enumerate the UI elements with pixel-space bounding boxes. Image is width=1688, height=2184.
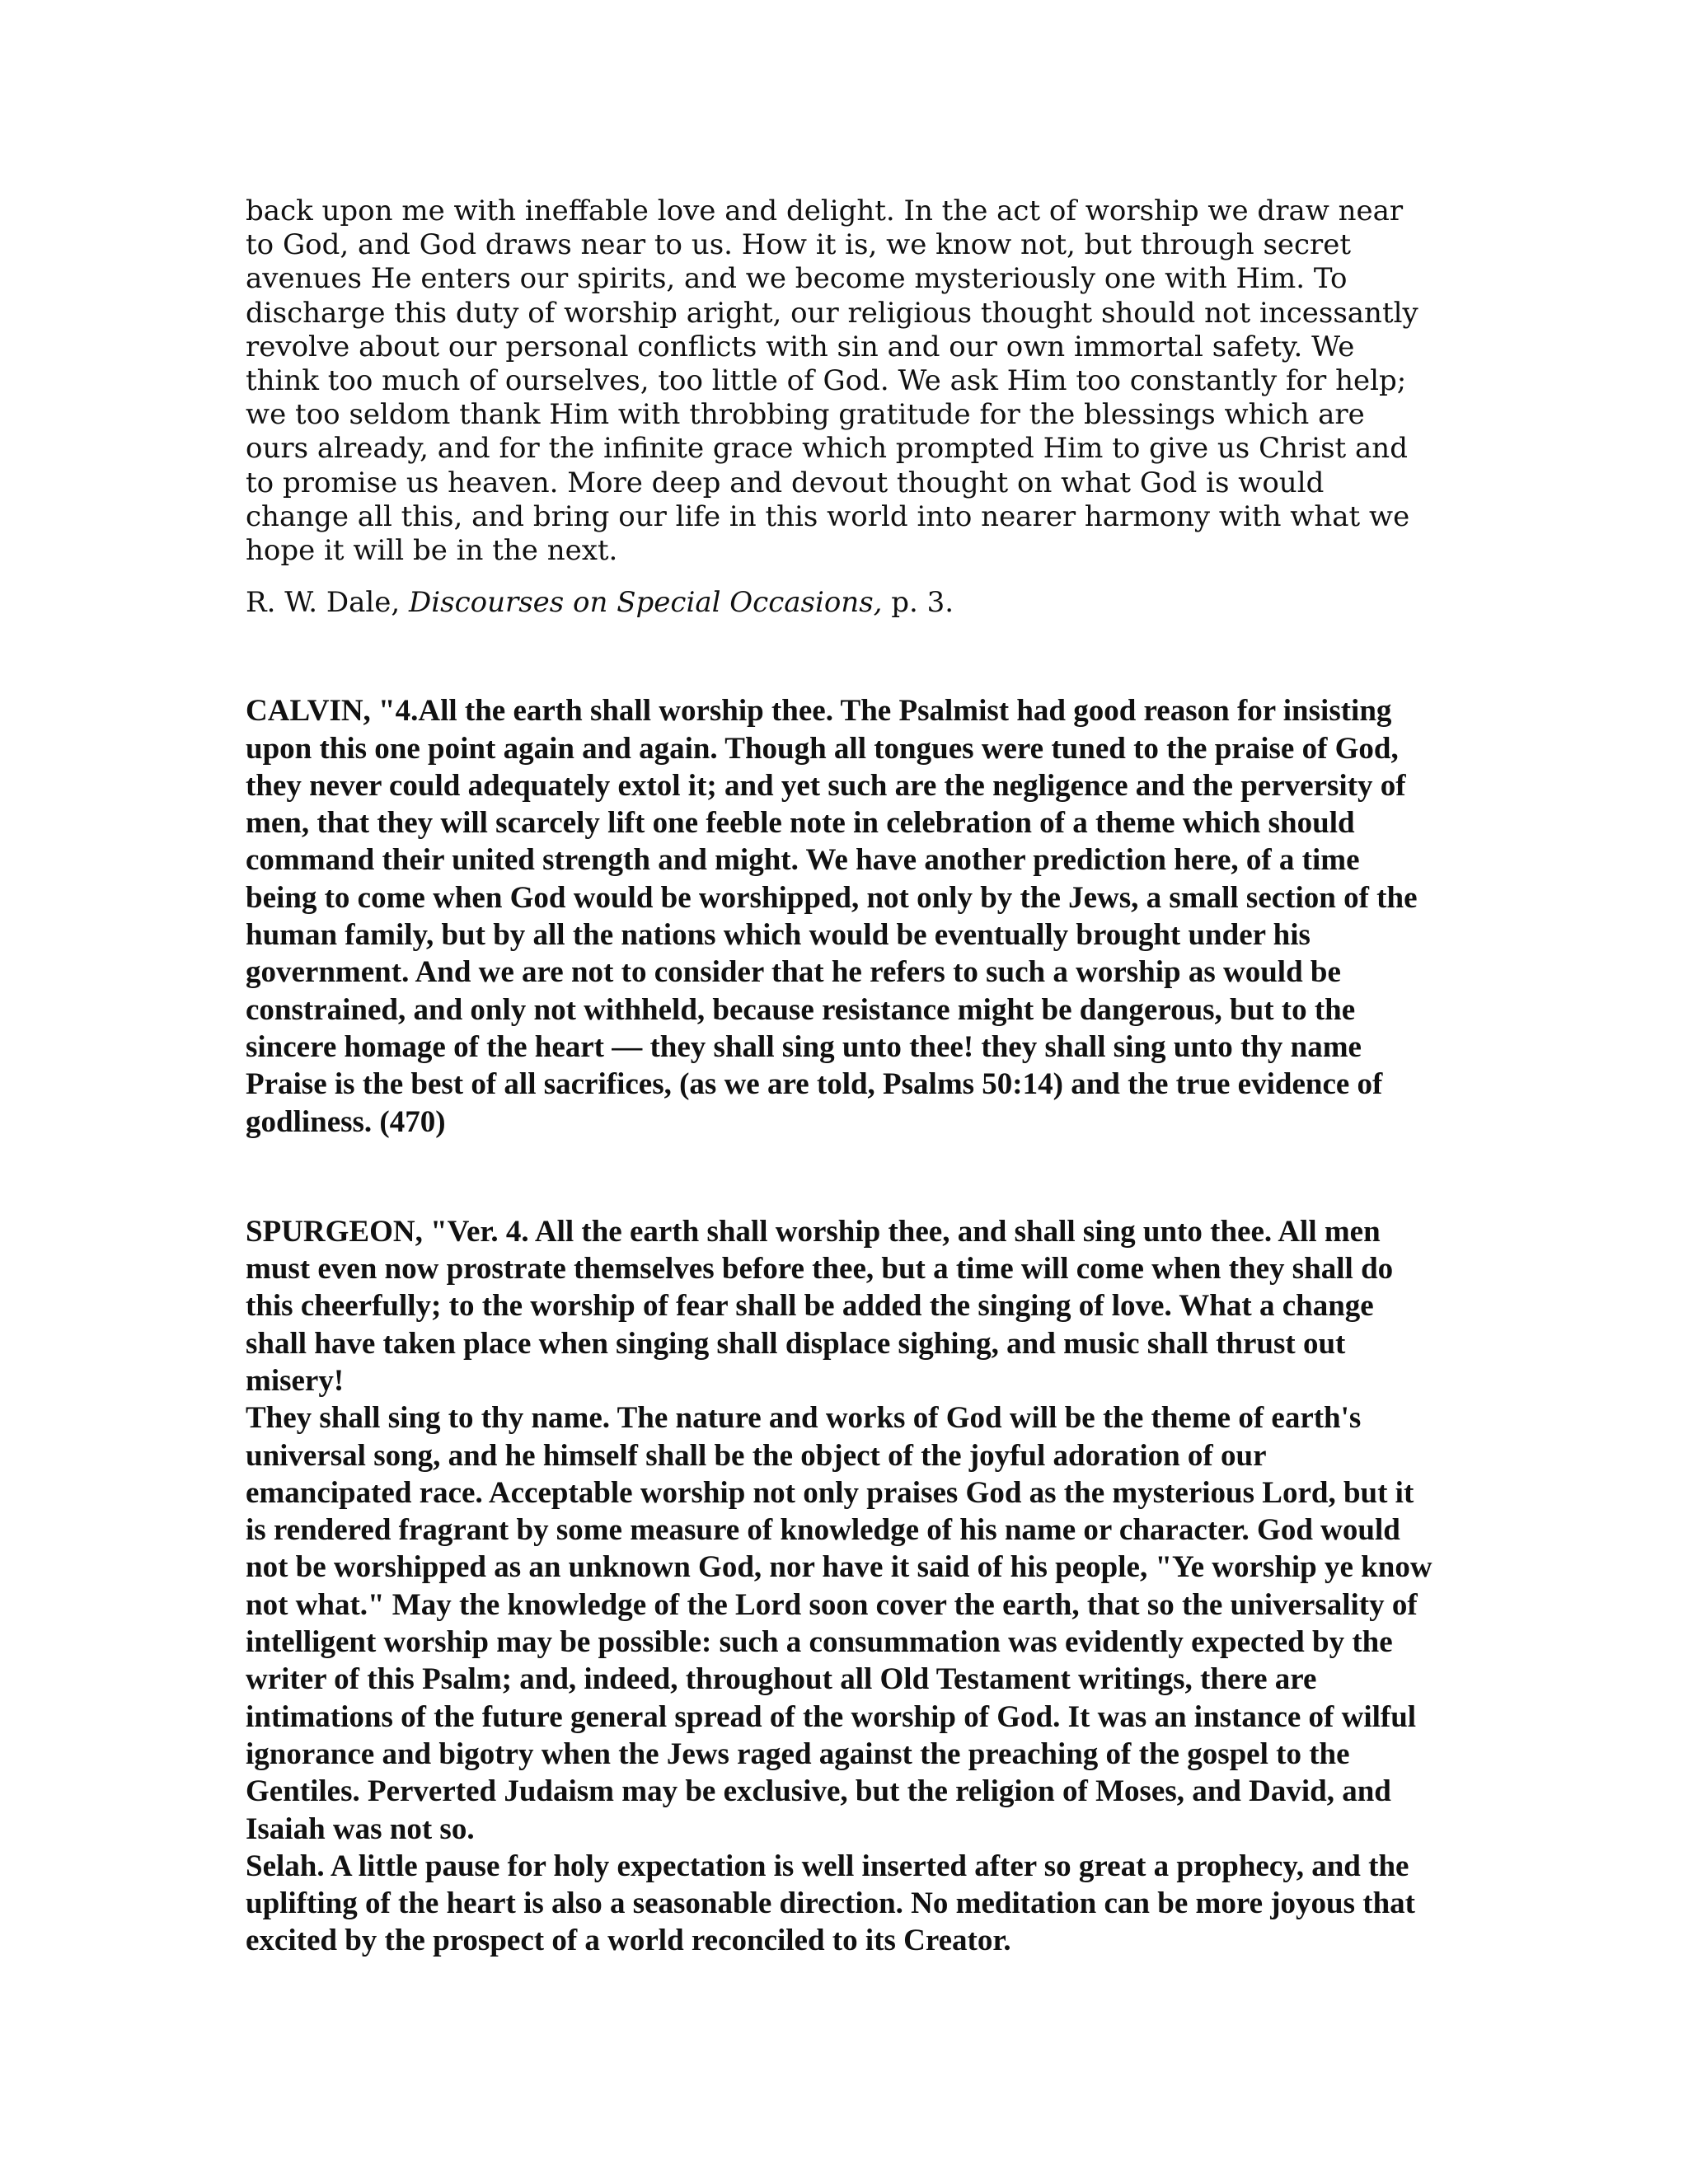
citation-author: R. W. Dale, (246, 586, 409, 620)
document-page (246, 194, 1432, 1960)
spurgeon-commentary (246, 1213, 1432, 1960)
spurgeon-paragraph-1: SPURGEON, "Ver. 4. All the earth shall worship thee, and shall sing unto thee. All men must even now prostrate themselves before thee, but a time will come when they shall do this cheerfully; to the worship of fear shall be added the singing of love. What a change shall have taken place when singing shall displace sighing, and music shall thrust out misery! (246, 1214, 1394, 1398)
dale-citation (246, 586, 1432, 620)
dale-passage: back upon me with ineffable love and delight. In the act of worship we draw near to God, and God draws near to us. How it is, we know not, but through secret avenues He enters our spirits, and we become mysteriously one with Him. To discharge this duty of worship aright, our religious thought should not incessantly revolve about our personal conflicts with sin and our own immortal safety. We think too much of ourselves, too little of God. We ask Him too constantly for help; we too seldom thank Him with throbbing gratitude for the blessings which are ours already, and for the infinite grace which prompted Him to give us Christ and to promise us heaven. More deep and devout thought on what God is would change all this, and bring our life in this world into nearer harmony with what we hope it will be in the next. (246, 194, 1418, 568)
citation-book-title: Discourses on Special Occasions, (408, 586, 883, 620)
spurgeon-paragraph-3: Selah. A little pause for holy expectation is well inserted after so great a prophecy, and the uplifting of the heart is also a seasonable direction. No meditation can be more joyous that excited by the prospect of a world reconciled to its Creator. (246, 1849, 1416, 1958)
spurgeon-paragraph-2: They shall sing to thy name. The nature and works of God will be the theme of earth's universal song, and he himself shall be the object of the joyful adoration of our emancipated race. Acceptable worship not only praises God as the mysterious Lord, but it is rendered fragrant by some measure of knowledge of his name or character. God would not be worshipped as an unknown God, nor have it said of his people, "Ye worship ye know not what." May the knowledge of the Lord soon cover the earth, that so the universality of intelligent worship may be possible: such a consummation was evidently expected by the writer of this Psalm; and, indeed, throughout all Old Testament writings, there are intimations of the future general spread of the worship of God. It was an instance of wilful ignorance and bigotry when the Jews raged against the preaching of the gospel to the Gentiles. Perverted Judaism may be exclusive, but the religion of Moses, and David, and Isaiah was not so. (246, 1401, 1432, 1846)
calvin-commentary: CALVIN, "4.All the earth shall worship thee. The Psalmist had good reason for insisting upon this one point again and again. Though all tongues were tuned to the praise of God, they never could adequately extol it; and yet such are the negligence and the perversity of men, that they will scarcely lift one feeble note in celebration of a theme which should command their united strength and might. We have another prediction here, of a time being to come when God would be worshipped, not only by the Jews, a small section of the human family, but by all the nations which would be eventually brought under his government. And we are not to consider that he refers to such a worship as would be constrained, and only not withheld, because resistance might be dangerous, but to the sincere homage of the heart — they shall sing unto thee! they shall sing unto thy name Praise is the best of all sacrifices, (as we are told, Psalms 50:14) and the true evidence of godliness. (470) (246, 694, 1418, 1139)
citation-page: p. 3. (882, 586, 954, 620)
